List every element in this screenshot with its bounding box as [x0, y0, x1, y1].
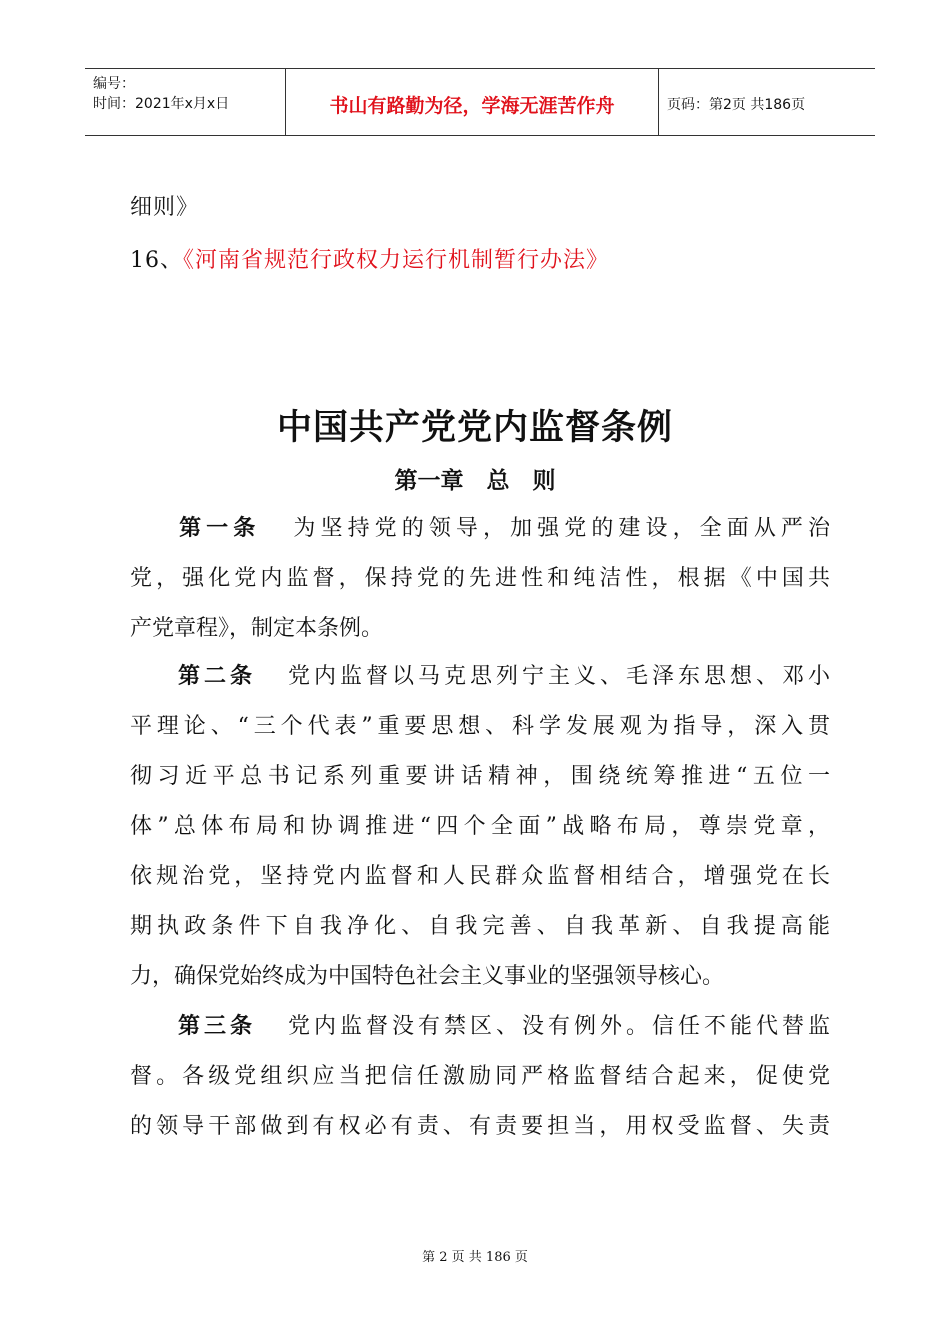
article-2-line-6: 期执政条件下自我净化、自我完善、自我革新、自我提高能	[130, 914, 830, 939]
article-3-label: 第三条	[174, 1014, 256, 1039]
header-date-label: 时间：2021年x月x日	[93, 96, 230, 112]
article-2-line-2: 平理论、“三个代表”重要思想、科学发展观为指导，深入贯	[130, 714, 830, 739]
page-footer: 第 2 页 共 186 页	[422, 1250, 528, 1265]
article-3-line-3: 的领导干部做到有权必有责、有责要担当，用权受监督、失责	[130, 1114, 830, 1139]
header-page-label: 页码：第2页 共186页	[667, 97, 806, 113]
article-2-line-5: 依规治党，坚持党内监督和人民群众监督相结合，增强党在长	[130, 864, 830, 889]
header-meta-cell	[85, 69, 286, 135]
document-title: 中国共产党党内监督条例	[276, 407, 673, 448]
list-item-16-number: 16、	[130, 248, 183, 273]
article-3-line-2: 督。各级党组织应当把信任激励同严格监督结合起来，促使党	[130, 1064, 830, 1089]
article-1-line-1	[130, 514, 830, 544]
article-1-line-2: 党，强化党内监督，保持党的先进性和纯洁性，根据《中国共	[130, 566, 830, 591]
chapter-heading: 第一章 总 则	[394, 468, 556, 494]
page-header	[85, 68, 875, 136]
article-2-line-1	[130, 662, 830, 692]
header-code-label: 编号：	[93, 76, 135, 92]
article-2-line-3: 彻习近平总书记系列重要讲话精神，围绕统筹推进“五位一	[130, 764, 830, 789]
list-item-16-link[interactable]: 《河南省规范行政权力运行机制暂行办法》	[183, 248, 610, 273]
article-3-line-1	[130, 1012, 830, 1042]
article-3-text: 党内监督没有禁区、没有例外。信任不能代替监	[284, 1014, 830, 1039]
article-2-line-4: 体”总体布局和协调推进“四个全面”战略布局，尊崇党章，	[130, 814, 830, 839]
article-1-text: 为坚持党的领导，加强党的建设，全面从严治	[288, 516, 830, 541]
article-2-text: 党内监督以马克思列宁主义、毛泽东思想、邓小	[284, 664, 830, 689]
article-2-label: 第二条	[174, 664, 256, 689]
header-motto: 书山有路勤为径，学海无涯苦作舟	[286, 69, 659, 135]
article-2-line-7: 力，确保党始终成为中国特色社会主义事业的坚强领导核心。	[130, 964, 725, 989]
list-item-15-tail: 细则》	[130, 195, 200, 220]
article-1-line-3: 产党章程》，制定本条例。	[130, 616, 384, 641]
article-1-label: 第一条	[174, 516, 261, 541]
list-item-16	[130, 243, 609, 274]
